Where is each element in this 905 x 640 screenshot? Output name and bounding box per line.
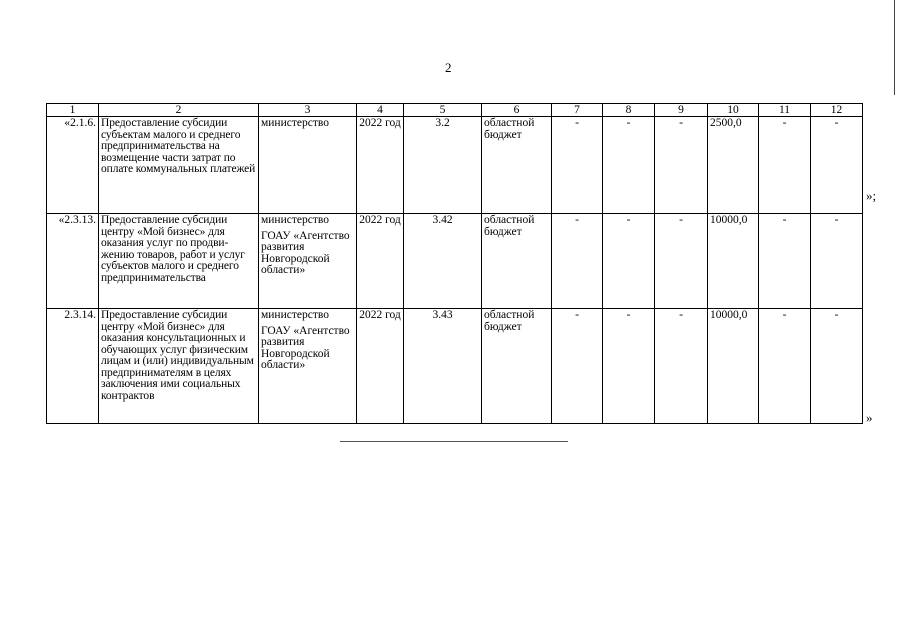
closing-rule	[340, 441, 568, 442]
measure-description: Предоставление субсидии центру «Мой бизнес» для оказания услуг по продвижению товаров, работ и услуг субъектов малого и среднего предпринимательства	[99, 214, 259, 309]
col8-cell: -	[603, 309, 655, 424]
col10-cell: 2500,0	[708, 117, 759, 214]
table-row	[47, 117, 863, 214]
col10-cell: 10000,0	[708, 309, 759, 424]
col-header-11: 11	[759, 104, 811, 117]
header-row	[47, 104, 863, 117]
funding-source-cell: областной бюджет	[482, 117, 552, 214]
table-row	[47, 309, 863, 424]
year-cell: 2022 год	[357, 309, 404, 424]
col9-cell: -	[655, 214, 708, 309]
col-header-4: 4	[357, 104, 404, 117]
col8-cell: -	[603, 117, 655, 214]
executor-primary: министерство	[261, 309, 329, 321]
col-header-1: 1	[47, 104, 99, 117]
col7-cell: -	[552, 309, 603, 424]
closing-quote: »	[866, 410, 873, 425]
col-header-12: 12	[811, 104, 863, 117]
executor-primary: министерство	[261, 117, 329, 129]
col-header-9: 9	[655, 104, 708, 117]
row-number: «2.3.13.	[47, 214, 99, 309]
scan-edge-line	[894, 0, 895, 95]
col12-cell: -	[811, 214, 863, 309]
year-cell: 2022 год	[357, 117, 404, 214]
col11-cell: -	[759, 214, 811, 309]
funding-source-cell: областной бюджет	[482, 309, 552, 424]
closing-quote-semicolon: »;	[866, 188, 877, 203]
col-header-6: 6	[482, 104, 552, 117]
row-number: 2.3.14.	[47, 309, 99, 424]
table-row	[47, 214, 863, 309]
col12-cell: -	[811, 117, 863, 214]
col7-cell: -	[552, 117, 603, 214]
target-indicator-cell: 3.43	[404, 309, 482, 424]
col-header-10: 10	[708, 104, 759, 117]
executor-cell	[259, 117, 357, 214]
funding-source-cell: областной бюджет	[482, 214, 552, 309]
year-cell: 2022 год	[357, 214, 404, 309]
col9-cell: -	[655, 117, 708, 214]
col-header-5: 5	[404, 104, 482, 117]
executor-cell	[259, 309, 357, 424]
col-header-2: 2	[99, 104, 259, 117]
col10-cell: 10000,0	[708, 214, 759, 309]
target-indicator-cell: 3.42	[404, 214, 482, 309]
col11-cell: -	[759, 117, 811, 214]
col-header-8: 8	[603, 104, 655, 117]
measure-description: Предоставление субсидии центру «Мой бизнес» для оказания консультационных и обучающих услуг физическим лицам и (или) индивидуальным предпринимателям в целях заключения ими социальных контрактов	[99, 309, 259, 424]
col8-cell: -	[603, 214, 655, 309]
measure-description: Предоставление субсидии субъектам малого и среднего предпринимательства на возмещение части затрат по оплате коммунальных платежей	[99, 117, 259, 214]
col11-cell: -	[759, 309, 811, 424]
row-number: «2.1.6.	[47, 117, 99, 214]
col9-cell: -	[655, 309, 708, 424]
target-indicator-cell: 3.2	[404, 117, 482, 214]
executor-secondary: ГОАУ «Агентство развития Новгородской области»	[261, 229, 350, 276]
measures-table	[46, 103, 863, 424]
executor-cell	[259, 214, 357, 309]
executor-secondary: ГОАУ «Агентство развития Новгородской области»	[261, 324, 350, 371]
col12-cell: -	[811, 309, 863, 424]
page-number: 2	[445, 60, 452, 75]
col7-cell: -	[552, 214, 603, 309]
col-header-3: 3	[259, 104, 357, 117]
col-header-7: 7	[552, 104, 603, 117]
executor-primary: министерство	[261, 214, 329, 226]
